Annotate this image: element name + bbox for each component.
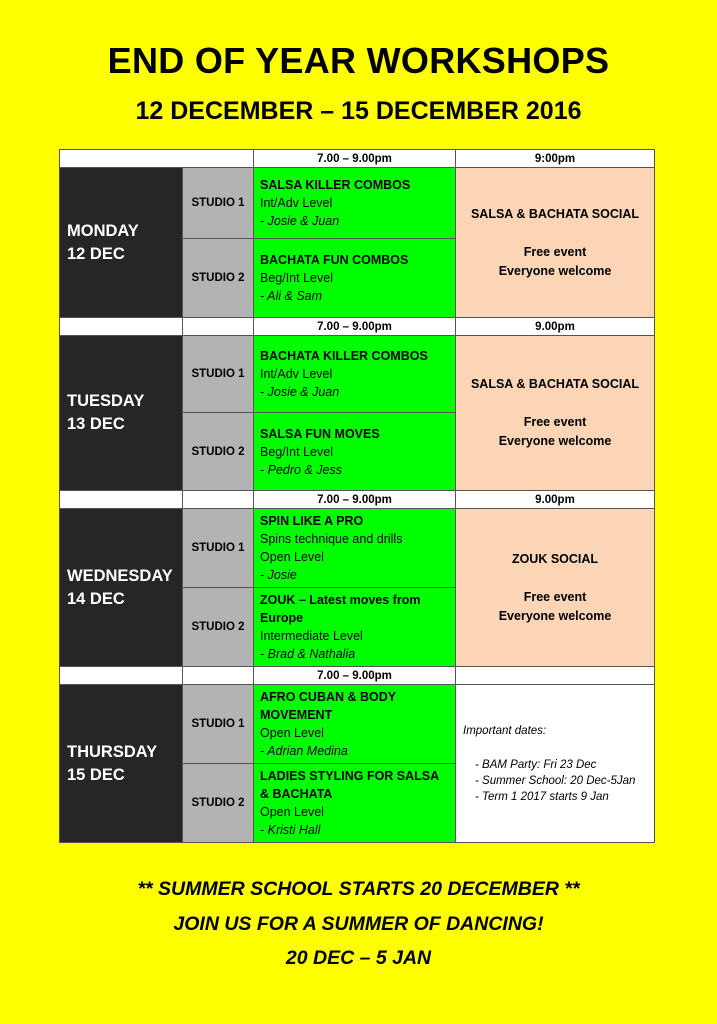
notes-heading: Important dates:: [463, 724, 547, 737]
time-header-row: [60, 667, 655, 685]
social-name: ZOUK SOCIAL: [511, 551, 599, 566]
class-detail: Spins technique and drills: [260, 532, 403, 546]
class-level: Open Level: [260, 550, 324, 564]
social-line-2: Everyone welcome: [498, 263, 612, 278]
day-name: TUESDAY: [67, 392, 145, 410]
time-header-row: [60, 150, 655, 168]
class-cell: [254, 336, 456, 413]
studio-label: STUDIO 2: [183, 588, 254, 667]
class-instructors: - Ali & Sam: [260, 289, 323, 303]
class-cell: [254, 168, 456, 239]
class-name: SALSA FUN MOVES: [260, 426, 380, 441]
class-level: Int/Adv Level: [260, 196, 333, 210]
page-title: END OF YEAR WORKSHOPS: [107, 40, 610, 81]
class-name: SALSA KILLER COMBOS: [260, 178, 411, 192]
footer-line-3: 20 DEC – 5 JAN: [285, 947, 432, 969]
studio-label: STUDIO 1: [183, 168, 254, 239]
studio-label: STUDIO 2: [183, 764, 254, 843]
day-name: MONDAY: [67, 221, 139, 240]
time-header-row: [60, 318, 655, 336]
social-cell: [456, 509, 655, 667]
class-level: Beg/Int Level: [260, 444, 333, 459]
social-cell: [456, 336, 655, 491]
class-level: Beg/Int Level: [260, 271, 333, 285]
list-item: - Summer School: 20 Dec-5Jan: [475, 773, 647, 789]
class-name: BACHATA FUN COMBOS: [260, 253, 409, 267]
class-cell: [254, 239, 456, 318]
social-time-header: 9:00pm: [456, 150, 655, 168]
class-name: LADIES STYLING FOR SALSA & BACHATA: [260, 769, 439, 801]
day-date: 15 DEC: [67, 765, 125, 784]
important-dates-cell: [456, 685, 655, 843]
header-blank: [183, 667, 254, 685]
class-cell: [254, 685, 456, 764]
list-item: - Term 1 2017 starts 9 Jan: [475, 789, 647, 805]
social-line-2: Everyone welcome: [498, 434, 612, 448]
day-cell: [60, 168, 183, 318]
class-cell: [254, 588, 456, 667]
list-item: - BAM Party: Fri 23 Dec: [475, 757, 647, 773]
class-instructors: - Josie & Juan: [260, 385, 340, 399]
class-instructors: - Kristi Hall: [260, 823, 321, 837]
class-level: Open Level: [260, 726, 324, 740]
class-instructors: - Brad & Nathalia: [260, 647, 356, 661]
class-name: SPIN LIKE A PRO: [260, 514, 364, 528]
class-name: ZOUK – Latest moves from Europe: [260, 593, 421, 625]
studio-label: STUDIO 1: [183, 685, 254, 764]
header-blank: [60, 667, 183, 685]
social-line-2: Everyone welcome: [498, 608, 612, 623]
social-time-header: 9.00pm: [456, 491, 655, 509]
header-blank: [60, 150, 254, 168]
time-header: 7.00 – 9.00pm: [254, 491, 456, 509]
social-line-1: Free event: [523, 415, 587, 429]
social-name: SALSA & BACHATA SOCIAL: [470, 206, 640, 221]
class-instructors: - Adrian Medina: [260, 744, 348, 758]
day-cell: [60, 685, 183, 843]
class-instructors: - Pedro & Jess: [260, 462, 342, 477]
day-date: 14 DEC: [67, 589, 125, 608]
social-cell: [456, 168, 655, 318]
day-date: 13 DEC: [67, 415, 125, 433]
class-level: Int/Adv Level: [260, 367, 333, 381]
social-line-1: Free event: [523, 589, 587, 604]
time-header: 7.00 – 9.00pm: [254, 667, 456, 685]
time-header: 7.00 – 9.00pm: [254, 150, 456, 168]
page-subtitle: 12 DECEMBER – 15 DECEMBER 2016: [135, 97, 582, 125]
schedule-table: [59, 149, 655, 843]
header-blank: [456, 667, 655, 685]
header-blank: [183, 318, 254, 336]
studio-label: STUDIO 2: [183, 239, 254, 318]
studio-label: STUDIO 2: [183, 413, 254, 491]
class-name: BACHATA KILLER COMBOS: [260, 349, 428, 363]
important-dates-list: [463, 757, 647, 805]
day-cell: [60, 336, 183, 491]
footer-line-1: ** SUMMER SCHOOL STARTS 20 DECEMBER **: [137, 878, 580, 900]
class-cell: [254, 413, 456, 491]
social-time-header: 9.00pm: [456, 318, 655, 336]
day-name: THURSDAY: [67, 742, 158, 761]
header-blank: [60, 318, 183, 336]
class-name: AFRO CUBAN & BODY MOVEMENT: [260, 690, 396, 722]
footer-line-2: JOIN US FOR A SUMMER OF DANCING!: [173, 913, 544, 935]
social-name: SALSA & BACHATA SOCIAL: [470, 377, 640, 391]
studio-label: STUDIO 1: [183, 336, 254, 413]
class-instructors: - Josie & Juan: [260, 214, 340, 228]
class-instructors: - Josie: [260, 568, 297, 582]
class-cell: [254, 509, 456, 588]
day-date: 12 DEC: [67, 244, 125, 263]
social-line-1: Free event: [523, 244, 587, 259]
header-blank: [60, 491, 183, 509]
time-header: 7.00 – 9.00pm: [254, 318, 456, 336]
day-name: WEDNESDAY: [67, 566, 173, 585]
class-cell: [254, 764, 456, 843]
studio-label: STUDIO 1: [183, 509, 254, 588]
class-level: Open Level: [260, 805, 324, 819]
class-level: Intermediate Level: [260, 629, 363, 643]
header-blank: [183, 491, 254, 509]
day-cell: [60, 509, 183, 667]
time-header-row: [60, 491, 655, 509]
